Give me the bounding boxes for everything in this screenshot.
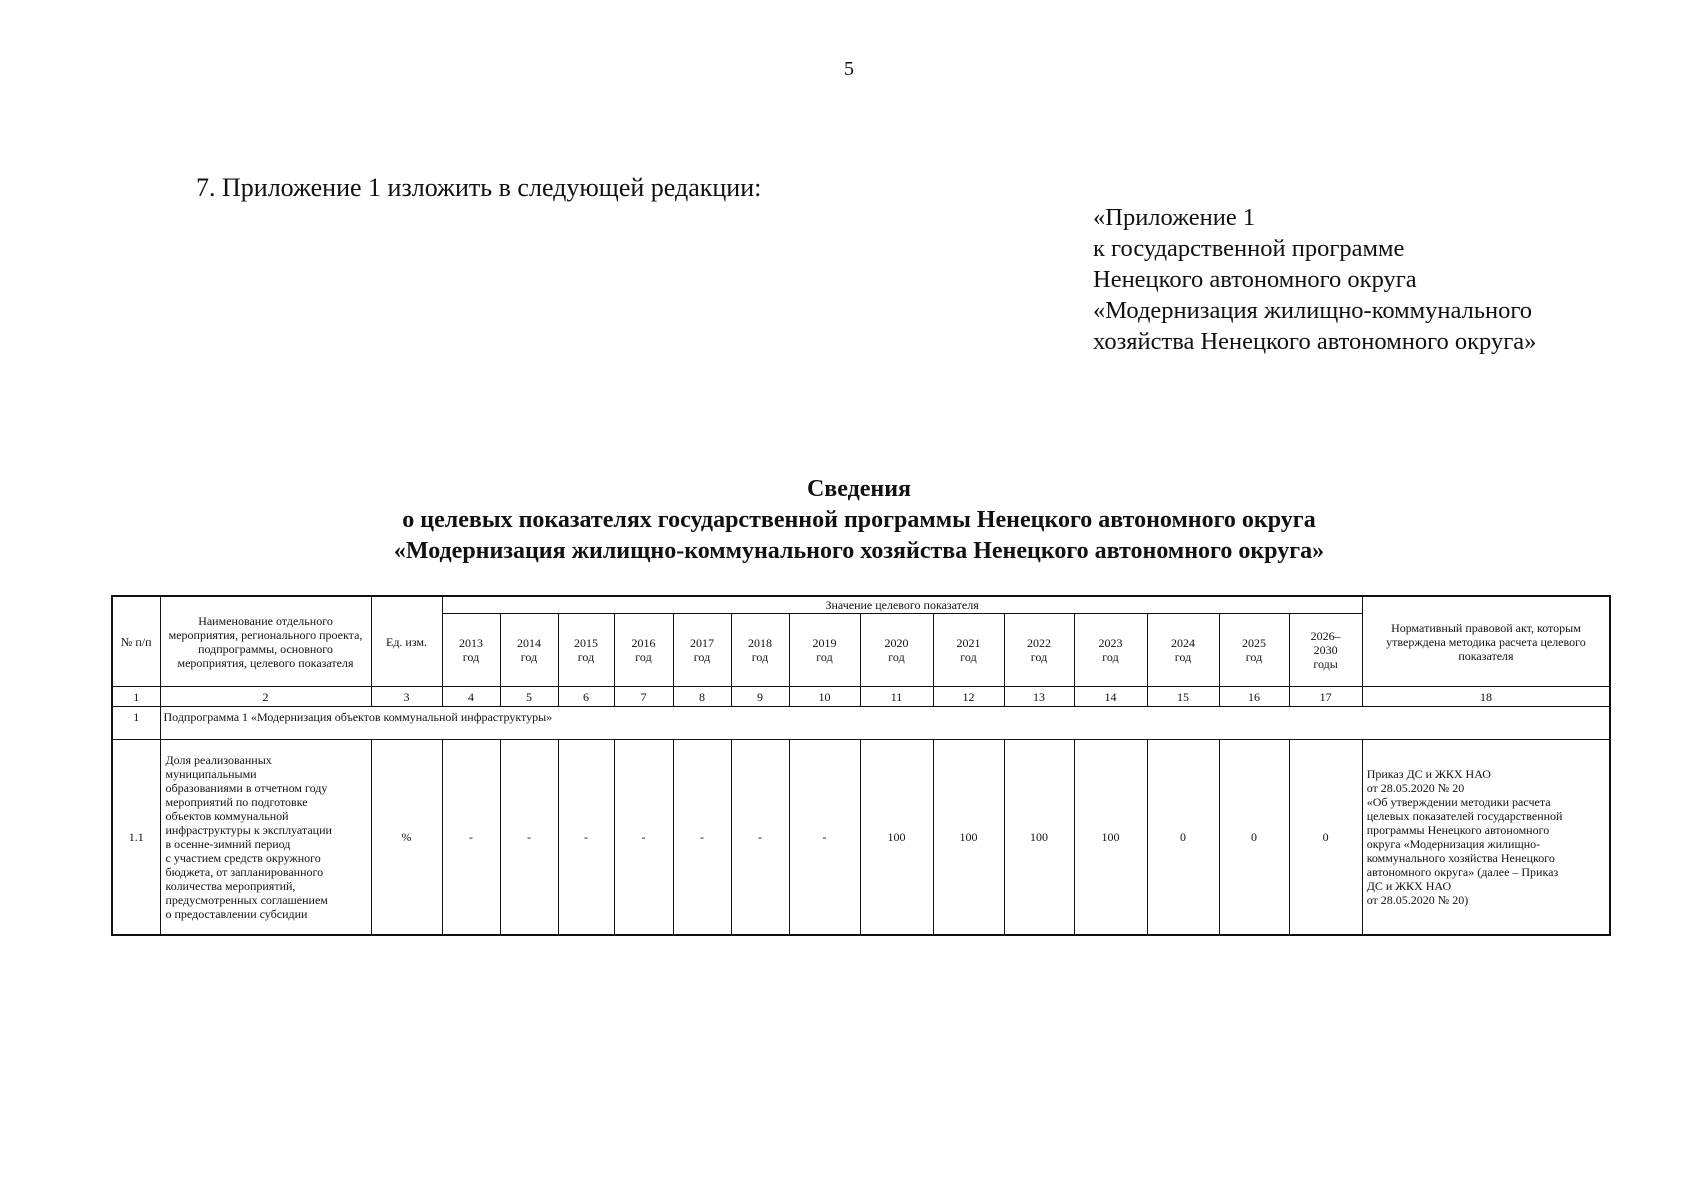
value-cell: - [731, 740, 789, 936]
indicators-table [111, 595, 1611, 936]
header-name: Наименование отдельного мероприятия, регионального проекта, подпрограммы, основного мероприятия, целевого показателя [160, 596, 371, 687]
column-number: 14 [1074, 687, 1147, 707]
header-year: 2022 год [1004, 614, 1074, 687]
column-number: 17 [1289, 687, 1362, 707]
header-year: 2020 год [860, 614, 933, 687]
document-title-line: «Модернизация жилищно-коммунального хозяйства Ненецкого автономного округа» [393, 538, 1325, 564]
table-row [112, 740, 1610, 936]
value-cell: - [789, 740, 860, 936]
column-number: 1 [112, 687, 160, 707]
header-act: Нормативный правовой акт, которым утверждена методика расчета целевого показателя [1362, 596, 1610, 687]
value-cell: - [673, 740, 731, 936]
row-num: 1.1 [112, 740, 160, 936]
page-number: 5 [844, 58, 854, 80]
value-cell: 0 [1147, 740, 1219, 936]
subprogram-row [112, 707, 1610, 740]
header-year: 2025 год [1219, 614, 1289, 687]
subprogram-title: Подпрограмма 1 «Модернизация объектов коммунальной инфраструктуры» [160, 707, 1610, 740]
column-number: 15 [1147, 687, 1219, 707]
column-number: 11 [860, 687, 933, 707]
value-cell: - [500, 740, 558, 936]
value-cell: 100 [1004, 740, 1074, 936]
header-year: 2013 год [442, 614, 500, 687]
value-cell: 100 [860, 740, 933, 936]
value-cell: 0 [1219, 740, 1289, 936]
column-number: 6 [558, 687, 614, 707]
column-number: 10 [789, 687, 860, 707]
column-number-row [112, 687, 1610, 707]
value-cell: - [442, 740, 500, 936]
header-year: 2014 год [500, 614, 558, 687]
header-num: № п/п [112, 596, 160, 687]
column-number: 18 [1362, 687, 1610, 707]
header-year: 2021 год [933, 614, 1004, 687]
column-number: 2 [160, 687, 371, 707]
column-number: 8 [673, 687, 731, 707]
column-number: 12 [933, 687, 1004, 707]
header-year: 2026– 2030 годы [1289, 614, 1362, 687]
header-year: 2023 год [1074, 614, 1147, 687]
column-number: 5 [500, 687, 558, 707]
header-year: 2016 год [614, 614, 673, 687]
appendix-note-line: к государственной программе [1093, 235, 1405, 262]
value-cell: 0 [1289, 740, 1362, 936]
value-cell: 100 [933, 740, 1004, 936]
appendix-note-line: «Модернизация жилищно-коммунального [1093, 297, 1533, 324]
header-year: 2018 год [731, 614, 789, 687]
document-title-line: Сведения [806, 476, 912, 502]
unit-cell: % [371, 740, 442, 936]
appendix-note-line: хозяйства Ненецкого автономного округа» [1093, 328, 1537, 355]
column-number: 16 [1219, 687, 1289, 707]
column-number: 7 [614, 687, 673, 707]
legal-act-cell: Приказ ДС и ЖКХ НАО от 28.05.2020 № 20 «Об утверждении методики расчета целевых показателей государственной программы Ненецкого автономного округа «Модернизация жилищно- коммунального хозяйства Ненецкого автономного округа» (далее – Приказ ДС и ЖКХ НАО от 28.05.2020 № 20) [1362, 740, 1610, 936]
subprogram-num: 1 [112, 707, 160, 740]
amendment-instruction: 7. Приложение 1 изложить в следующей редакции: [196, 173, 762, 202]
value-cell: - [558, 740, 614, 936]
header-value-group: Значение целевого показателя [442, 596, 1362, 614]
column-number: 9 [731, 687, 789, 707]
column-number: 13 [1004, 687, 1074, 707]
appendix-note-line: Ненецкого автономного округа [1093, 266, 1417, 293]
indicator-name: Доля реализованных муниципальными образованиями в отчетном году мероприятий по подготовке объектов коммунальной инфраструктуры к эксплуатации в осенне-зимний период с участием средств окружного бюджета, от запланированного количества мероприятий, предусмотренных соглашением о предоставлении субсидии [160, 740, 371, 936]
column-number: 3 [371, 687, 442, 707]
value-cell: - [614, 740, 673, 936]
header-year: 2015 год [558, 614, 614, 687]
header-year: 2019 год [789, 614, 860, 687]
header-unit: Ед. изм. [371, 596, 442, 687]
appendix-note-line: «Приложение 1 [1093, 204, 1256, 231]
document-title-line: о целевых показателях государственной программы Ненецкого автономного округа [402, 507, 1316, 533]
value-cell: 100 [1074, 740, 1147, 936]
header-year: 2024 год [1147, 614, 1219, 687]
column-number: 4 [442, 687, 500, 707]
header-year: 2017 год [673, 614, 731, 687]
document-title [0, 474, 1698, 567]
appendix-note [1093, 202, 1536, 357]
